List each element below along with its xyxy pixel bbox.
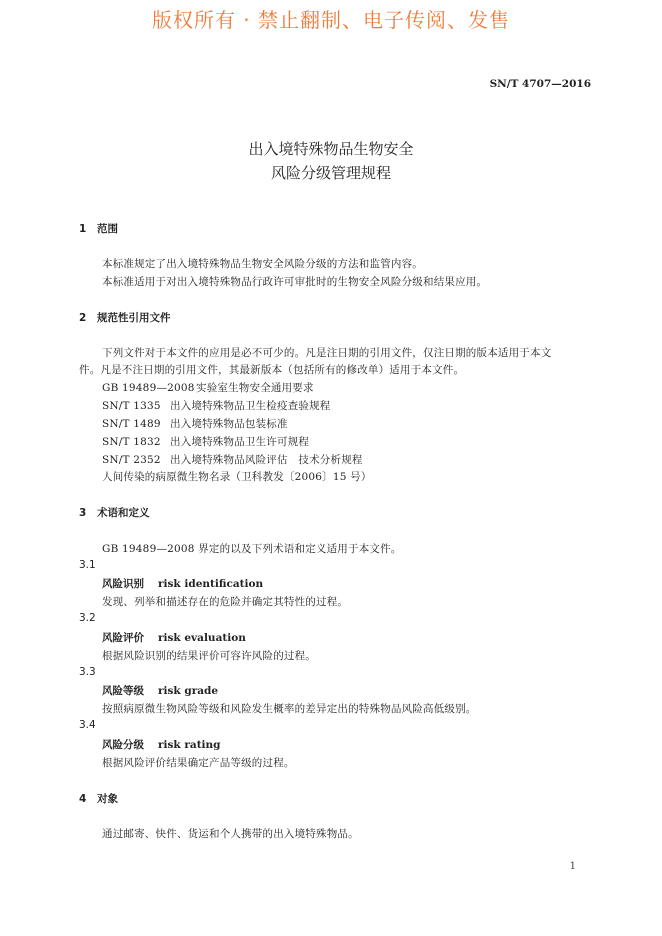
section-4-paragraph: 通过邮寄、快件、货运和个人携带的出入境特殊物品。: [102, 828, 359, 840]
reference-title: 出入境特殊物品卫生许可规程: [170, 436, 310, 448]
reference-item: [102, 416, 288, 431]
term-zh: 风险评价: [102, 632, 144, 644]
term-name: [102, 683, 218, 698]
section-2-intro-line2: 件。凡是不注日期的引用文件，其最新版本（包括所有的修改单）适用于本文件。: [79, 364, 465, 376]
term-name: [102, 630, 246, 645]
reference-title: 出入境特殊物品卫生检疫查验规程: [170, 400, 331, 412]
section-1-paragraph: 本标准规定了出入境特殊物品生物安全风险分级的方法和监管内容。: [102, 258, 423, 270]
section-title: 对象: [97, 793, 118, 805]
section-3-heading: [79, 505, 150, 520]
term-en: risk evaluation: [158, 632, 246, 644]
term-zh: 风险等级: [102, 685, 144, 697]
reference-code: SN/T 2352: [102, 454, 161, 466]
section-number: 3: [79, 507, 87, 519]
document-title-line1: 出入境特殊物品生物安全: [248, 140, 414, 158]
term-en: risk grade: [158, 685, 219, 697]
term-name: [102, 576, 263, 591]
term-definition: 发现、列举和描述存在的危险并确定其特性的过程。: [102, 596, 349, 608]
reference-code: SN/T 1832: [102, 436, 161, 448]
section-1-heading: [79, 221, 118, 236]
reference-item: [102, 452, 363, 467]
section-number: 2: [79, 312, 87, 324]
term-number: 3.2: [79, 612, 96, 624]
reference-code: SN/T 1489: [102, 418, 161, 430]
section-title: 规范性引用文件: [97, 312, 171, 324]
section-title: 范围: [97, 223, 118, 235]
term-definition: 根据风险评价结果确定产品等级的过程。: [102, 757, 295, 769]
reference-code: GB 19489—2008: [102, 382, 195, 394]
term-definition: 按照病原微生物风险等级和风险发生概率的差异定出的特殊物品风险高低级别。: [102, 703, 477, 715]
section-2-intro-line1: 下列文件对于本文件的应用是必不可少的。凡是注日期的引用文件，仅注日期的版本适用于本文: [102, 347, 552, 359]
reference-item: [102, 434, 309, 449]
copyright-watermark: 版权所有 · 禁止翻制、电子传阅、发售: [151, 8, 511, 32]
term-zh: 风险识别: [102, 578, 144, 590]
section-title: 术语和定义: [97, 507, 150, 519]
term-definition: 根据风险识别的结果评价可容许风险的过程。: [102, 650, 316, 662]
reference-item: [102, 398, 331, 413]
term-en: risk rating: [158, 739, 221, 751]
section-3-intro: GB 19489—2008 界定的以及下列术语和定义适用于本文件。: [102, 543, 402, 555]
document-title-line2: 风险分级管理规程: [270, 164, 391, 182]
reference-title: 出入境特殊物品风险评估 技术分析规程: [170, 454, 363, 466]
term-number: 3.3: [79, 666, 96, 678]
standard-number: SN/T 4707—2016: [489, 78, 591, 90]
section-2-heading: [79, 310, 171, 325]
term-name: [102, 737, 221, 752]
section-number: 1: [79, 223, 87, 235]
section-number: 4: [79, 793, 87, 805]
section-4-heading: [79, 791, 118, 806]
reference-code: SN/T 1335: [102, 400, 161, 412]
page-number: 1: [569, 861, 576, 872]
reference-item: 人间传染的病原微生物名录（卫科教发〔2006〕15 号）: [102, 471, 372, 483]
reference-item: [102, 380, 314, 395]
reference-title: 出入境特殊物品包装标准: [170, 418, 288, 430]
term-en: risk identification: [158, 578, 264, 590]
term-zh: 风险分级: [102, 739, 144, 751]
reference-title: 实验室生物安全通用要求: [196, 382, 314, 394]
term-number: 3.1: [79, 559, 96, 571]
term-number: 3.4: [79, 719, 96, 731]
section-1-paragraph: 本标准适用于对出入境特殊物品行政许可审批时的生物安全风险分级和结果应用。: [102, 276, 488, 288]
